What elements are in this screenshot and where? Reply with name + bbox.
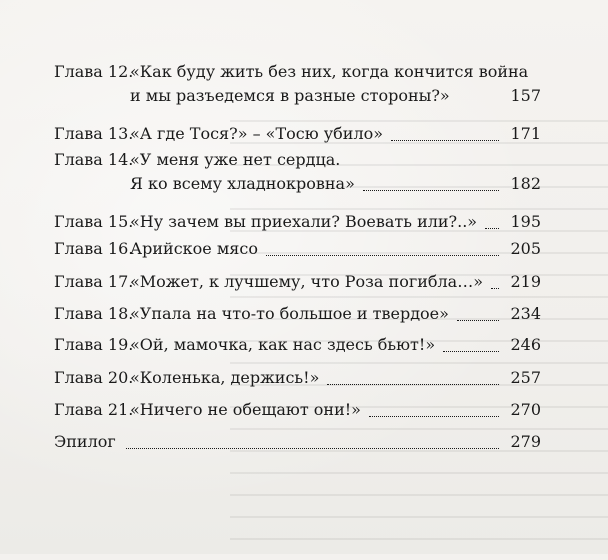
toc-entry-title — [130, 270, 483, 294]
toc-entry-page-number: 270 — [510, 400, 541, 419]
toc-leader-dots — [363, 190, 499, 191]
toc-entry-label: Глава 20. — [54, 368, 134, 387]
toc-entry-title — [130, 398, 361, 422]
toc-leader-dots — [485, 228, 499, 229]
toc-entry-title-line: «Упала на что-то большое и твердое» — [130, 304, 449, 323]
toc-leader-dots — [327, 384, 499, 385]
toc-entry-title — [130, 333, 435, 357]
toc-entry-page-number: 205 — [510, 239, 541, 258]
toc-entry-label: Глава 19. — [54, 335, 134, 354]
toc-leader-dots — [391, 140, 499, 141]
toc-entry-title — [130, 210, 477, 234]
toc-entry-label: Глава 14. — [54, 150, 134, 169]
toc-entry-page-number: 182 — [510, 174, 541, 193]
toc-leader-dots — [126, 448, 499, 449]
toc-entry-page-number: 195 — [510, 212, 541, 231]
toc-entry-title-line: «Может, к лучшему, что Роза погибла…» — [130, 272, 483, 291]
toc-entry-page-number: 257 — [510, 368, 541, 387]
toc-entry[interactable] — [0, 302, 608, 326]
toc-entry-title — [130, 60, 528, 108]
toc-entry[interactable] — [0, 398, 608, 422]
toc-entry-page-number: 157 — [510, 86, 541, 105]
toc-entry[interactable] — [0, 148, 608, 196]
toc-leader-dots — [457, 320, 499, 321]
toc-entry[interactable] — [0, 60, 608, 108]
toc-entry-title — [130, 366, 319, 390]
toc-entry-page-number: 171 — [510, 124, 541, 143]
toc-entry-label: Глава 17. — [54, 272, 134, 291]
toc-entry-title-line: «У меня уже нет сердца. — [130, 150, 341, 169]
toc-entry-page-number: 246 — [510, 335, 541, 354]
toc-leader-dots — [443, 351, 499, 352]
toc-entry[interactable] — [0, 333, 608, 357]
toc-entry-title-line: Я ко всему хладнокровна» — [130, 174, 355, 193]
toc-entry-label: Глава 13. — [54, 124, 134, 143]
toc-entry-title-line: «Как буду жить без них, когда кончится война — [130, 62, 529, 81]
toc-entry-title-line: «Ой, мамочка, как нас здесь бьют!» — [130, 335, 436, 354]
toc-entry-title-line: «Ну зачем вы приехали? Воевать или?..» — [130, 212, 478, 231]
toc-leader-dots — [266, 255, 499, 256]
toc-entry[interactable] — [0, 430, 608, 454]
toc-entry-title — [130, 237, 258, 261]
toc-entry-title-line: Арийское мясо — [130, 239, 258, 258]
toc-entry-label: Глава 15. — [54, 212, 134, 231]
toc-entry-title — [130, 148, 355, 196]
toc-entry-label: Глава 21. — [54, 400, 134, 419]
toc-entry[interactable] — [0, 210, 608, 234]
toc-entry-title-line: «Коленька, держись!» — [130, 368, 320, 387]
toc-leader-dots — [369, 416, 499, 417]
toc-entry-label: Глава 18. — [54, 304, 134, 323]
toc-entry-page-number: 279 — [510, 432, 541, 451]
toc-entry[interactable] — [0, 366, 608, 390]
toc-entry-page-number: 234 — [510, 304, 541, 323]
toc-entry-label: Глава 12. — [54, 62, 134, 81]
toc-entry[interactable] — [0, 122, 608, 146]
toc-entry-title — [130, 122, 383, 146]
toc-entry-label: Глава 16. — [54, 239, 134, 258]
toc-leader-dots — [491, 288, 499, 289]
toc-entry-page-number: 219 — [510, 272, 541, 291]
toc-entry-title-line: «Ничего не обещают они!» — [130, 400, 361, 419]
toc-entry-label: Эпилог — [54, 432, 116, 451]
toc-entry[interactable] — [0, 237, 608, 261]
toc-entry[interactable] — [0, 270, 608, 294]
toc-entry-title-line: «А где Тося?» – «Тосю убило» — [130, 124, 384, 143]
toc-entry-title-line: и мы разъедемся в разные стороны?» — [130, 86, 450, 105]
toc-entry-title — [130, 302, 449, 326]
